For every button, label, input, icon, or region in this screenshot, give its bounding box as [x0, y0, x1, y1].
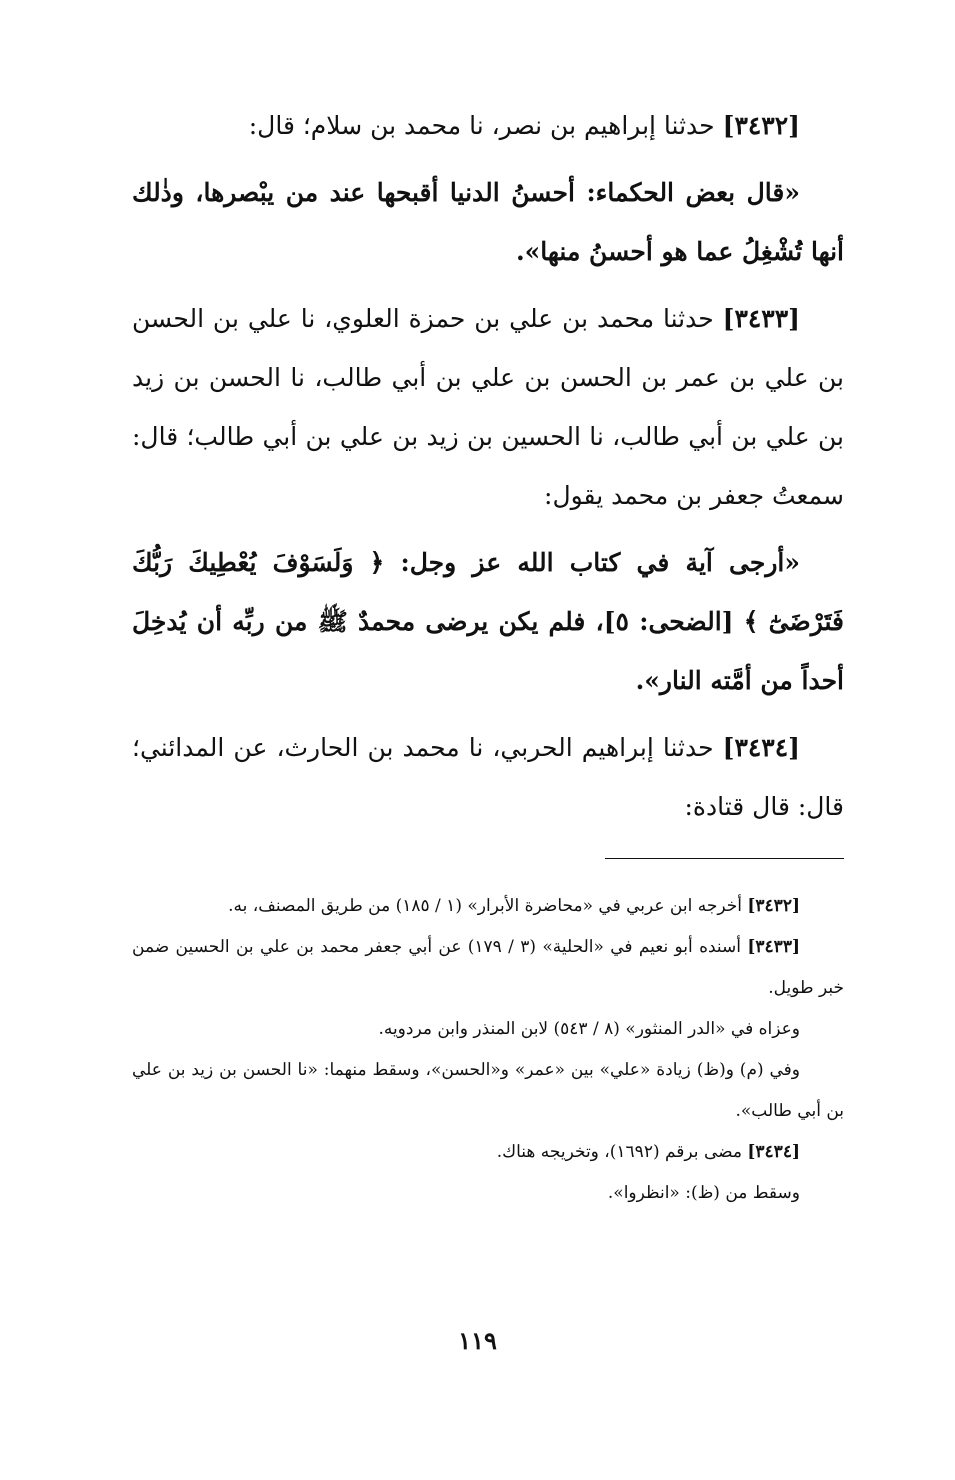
footnote-text: وعزاه في «الدر المنثور» (٨ / ٥٤٣) لابن المنذر وابن مردويه. [378, 1019, 800, 1039]
footnote-3432 [132, 886, 844, 927]
quote-paragraph [132, 533, 844, 710]
footnote-text: أسنده أبو نعيم في «الحلية» (٣ / ١٧٩) عن أبي جعفر محمد بن علي بن الحسين ضمن خبر طويل. [132, 937, 844, 998]
footnote-separator [605, 858, 844, 859]
footnote-number: [٣٤٣٤] [747, 1142, 800, 1162]
quote-paragraph [132, 163, 844, 281]
footnote-text: وسقط من (ظ): «انظروا». [607, 1183, 800, 1203]
paragraph-text: «قال بعض الحكماء: أحسنُ الدنيا أقبحها عند من يبْصرها، وذٰلك أنها تُشْغِلُ عما هو أحسنُ منها». [132, 178, 844, 266]
paragraph-3432 [132, 96, 844, 155]
footnotes [132, 886, 844, 1214]
footnote-line [132, 1009, 844, 1050]
footnote-line [132, 1173, 844, 1214]
paragraph-3434 [132, 718, 844, 836]
footnote-3434 [132, 1132, 844, 1173]
footnote-text: مضى برقم (١٦٩٢)، وتخريجه هناك. [496, 1142, 742, 1162]
hadith-number: [٣٤٣٣] [722, 304, 800, 333]
footnote-text: أخرجه ابن عربي في «محاضرة الأبرار» (١ / ١٨٥) من طريق المصنف، به. [228, 896, 742, 916]
paragraph-text: «أرجى آية في كتاب الله عز وجل: ﴿ وَلَسَوْفَ يُعْطِيكَ رَبُّكَ فَتَرْضَىٰٓ ﴾ [الضحى: ٥]، فلم يكن يرضى محمدٌ ﷺ من ربِّه أن يُدخِلَ أحداً من أمَّته النار». [132, 548, 844, 695]
main-text [132, 96, 844, 844]
footnote-number: [٣٤٣٢] [747, 896, 800, 916]
paragraph-text: حدثنا إبراهيم بن نصر، نا محمد بن سلام؛ قال: [248, 111, 715, 140]
footnote-line [132, 1050, 844, 1132]
footnote-text: وفي (م) و(ظ) زيادة «علي» بين «عمر» و«الحسن»، وسقط منهما: «نا الحسن بن زيد بن علي بن أبي طالب». [132, 1060, 844, 1121]
page-number: ١١٩ [458, 1326, 497, 1355]
paragraph-text: حدثنا إبراهيم الحربي، نا محمد بن الحارث، عن المدائني؛ قال: قال قتادة: [132, 733, 844, 821]
hadith-number: [٣٤٣٢] [722, 111, 800, 140]
paragraph-text: حدثنا محمد بن علي بن حمزة العلوي، نا علي بن الحسن بن علي بن عمر بن الحسن بن علي بن أبي طالب، نا الحسن بن زيد بن علي بن أبي طالب، نا الحسين بن زيد بن علي بن أبي طالب؛ قال: سمعتُ جعفر بن محمد يقول: [132, 304, 844, 510]
paragraph-3433 [132, 289, 844, 525]
hadith-number: [٣٤٣٤] [722, 733, 800, 762]
footnote-number: [٣٤٣٣] [747, 937, 800, 957]
footnote-3433 [132, 927, 844, 1009]
